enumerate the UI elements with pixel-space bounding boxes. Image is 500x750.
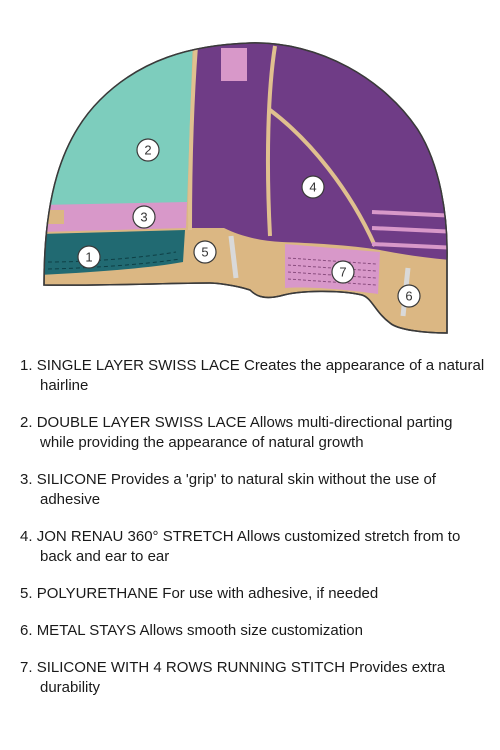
legend-title: SILICONE WITH 4 ROWS RUNNING STITCH <box>36 659 346 676</box>
legend-number: 6. <box>20 622 33 639</box>
legend-title: JON RENAU 360° STRETCH <box>36 528 234 545</box>
legend-description: Provides a 'grip' to natural skin without the use of adhesive <box>40 471 436 508</box>
legend-item <box>20 621 490 641</box>
legend-number: 2. <box>20 414 33 431</box>
legend-item <box>20 470 490 510</box>
legend-item <box>20 356 490 396</box>
svg-text:1: 1 <box>85 249 93 265</box>
legend-item <box>20 527 490 567</box>
svg-text:3: 3 <box>140 209 148 225</box>
legend-title: SILICONE <box>36 471 107 488</box>
callout-3 <box>133 206 155 228</box>
svg-text:7: 7 <box>339 264 347 280</box>
legend-number: 7. <box>20 659 33 676</box>
legend-description: Allows customized stretch from to back and ear to ear <box>40 528 461 565</box>
legend-title: DOUBLE LAYER SWISS LACE <box>36 414 247 431</box>
legend-description: Creates the appearance of a natural hairline <box>40 357 485 394</box>
svg-text:5: 5 <box>201 244 209 260</box>
legend-title: POLYURETHANE <box>36 585 159 602</box>
legend-description: Allows smooth size customization <box>139 622 363 639</box>
legend-number: 5. <box>20 585 33 602</box>
callout-6 <box>398 285 420 307</box>
callout-2 <box>137 139 159 161</box>
callout-4 <box>302 176 324 198</box>
legend-description: For use with adhesive, if needed <box>162 585 379 602</box>
legend-description: Allows multi-directional parting while providing the appearance of natural growth <box>40 414 453 451</box>
svg-text:6: 6 <box>405 288 413 304</box>
svg-text:4: 4 <box>309 179 317 195</box>
callout-7 <box>332 261 354 283</box>
legend-item <box>20 658 490 698</box>
legend-list <box>20 356 490 715</box>
legend-description: Provides extra durability <box>40 659 446 696</box>
double-lace-region <box>40 40 193 205</box>
callout-1 <box>78 246 100 268</box>
legend-title: SINGLE LAYER SWISS LACE <box>36 357 240 374</box>
legend-item <box>20 413 490 453</box>
svg-text:2: 2 <box>144 142 152 158</box>
legend-number: 4. <box>20 528 33 545</box>
wig-cap-diagram <box>0 0 500 350</box>
legend-number: 3. <box>20 471 33 488</box>
legend-item <box>20 584 490 604</box>
callout-5 <box>194 241 216 263</box>
legend-number: 1. <box>20 357 33 374</box>
legend-title: METAL STAYS <box>36 622 137 639</box>
